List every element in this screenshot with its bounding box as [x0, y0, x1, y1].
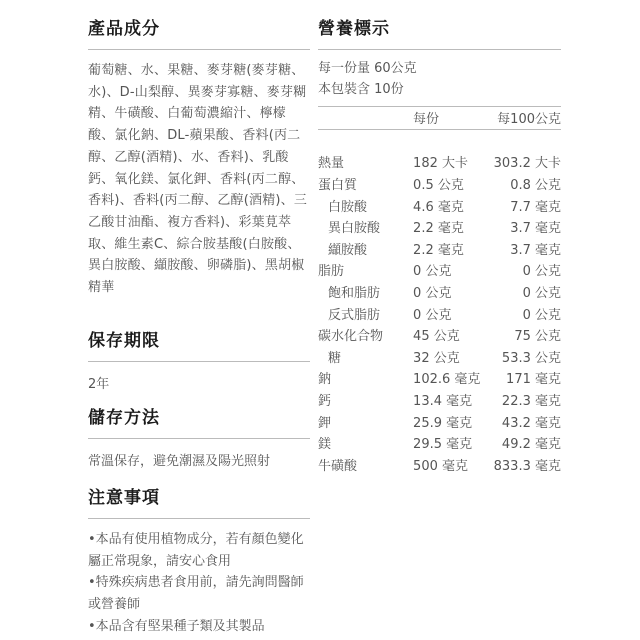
- table-row: [318, 367, 561, 389]
- nutrient-per-100g: 49.2 毫克: [501, 437, 561, 453]
- nutrient-name: 飽和脂肪: [328, 286, 381, 302]
- nutrient-name: 白胺酸: [328, 199, 368, 215]
- ingredients-text: 葡萄糖、水、果糖、麥芽糖(麥芽糖、水)、D-山梨醇、異麥芽寡糖、麥芽糊精、牛磺酸、白葡萄濃縮汁、檸檬酸、氯化鈉、DL-蘋果酸、香料(丙二醇、乙醇(酒精)、水、香料)、乳酸鈣、氧化鎂、氯化鉀、香料(丙二醇、香料)、香料(丙二醇、乙醇(酒精)、三乙酸甘油酯、複方香料)、彩葉莧萃取、維生素C、綜合胺基酸(白胺酸、異白胺酸、纈胺酸、卵磷脂)、黑胡椒精華: [88, 63, 308, 296]
- nutrient-per-100g: 0 公克: [522, 286, 561, 302]
- nutrient-per-100g: 22.3 毫克: [501, 394, 561, 410]
- storage-text: 常溫保存，避免潮濕及陽光照射: [88, 454, 271, 469]
- nutrient-per-100g: 0 公克: [522, 264, 561, 280]
- nutrient-per-serving: 13.4 毫克: [413, 394, 473, 410]
- storage-heading: 儲存方法: [88, 403, 310, 439]
- note-item: •本品有使用植物成分，若有顏色變化屬正常現象，請安心食用: [88, 532, 304, 569]
- nutrient-name: 鎂: [318, 437, 332, 453]
- nutrient-name: 鉀: [318, 415, 332, 431]
- table-row: [318, 281, 561, 303]
- nutrient-per-serving: 0 公克: [413, 307, 452, 323]
- nutrient-per-serving: 0 公克: [413, 286, 452, 302]
- nutrient-name: 蛋白質: [318, 178, 358, 194]
- notes-heading: 注意事項: [88, 483, 310, 519]
- per-100g-header: 每100公克: [489, 107, 561, 129]
- table-row: [318, 238, 561, 260]
- nutrient-per-100g: 833.3 毫克: [493, 458, 561, 474]
- nutrition-header-row: [318, 107, 561, 129]
- nutrient-per-100g: 43.2 毫克: [501, 415, 561, 431]
- table-row: [318, 454, 561, 476]
- nutrient-per-100g: 3.7 毫克: [510, 242, 561, 258]
- nutrient-name: 脂肪: [318, 264, 345, 280]
- table-row: [318, 194, 561, 216]
- nutrient-name: 糖: [328, 350, 342, 366]
- table-row: [318, 389, 561, 411]
- nutrient-per-serving: 0 公克: [413, 264, 452, 280]
- serving-info: [318, 50, 561, 107]
- per-serving-header: 每份: [413, 107, 489, 129]
- nutrient-per-100g: 171 毫克: [506, 372, 561, 388]
- table-row: [318, 302, 561, 324]
- table-row: [318, 259, 561, 281]
- nutrition-heading: 營養標示: [318, 14, 561, 50]
- note-item: •本品含有堅果種子類及其製品: [88, 618, 265, 634]
- nutrient-per-100g: 0.8 公克: [510, 178, 561, 194]
- nutrient-per-100g: 303.2 大卡: [493, 156, 561, 172]
- nutrient-name: 纈胺酸: [328, 242, 368, 258]
- nutrient-per-serving: 2.2 毫克: [413, 221, 464, 237]
- nutrient-per-100g: 7.7 毫克: [510, 199, 561, 215]
- nutrition-table: [318, 107, 561, 475]
- storage-section: [88, 403, 310, 473]
- table-row: [318, 324, 561, 346]
- ingredients-section: [88, 14, 310, 299]
- nutrient-per-serving: 500 毫克: [413, 458, 468, 474]
- table-row: [318, 432, 561, 454]
- shelf-life-heading: 保存期限: [88, 326, 310, 362]
- nutrient-name: 鈣: [318, 394, 332, 410]
- servings-per-pack: 本包裝含 10份: [318, 82, 404, 97]
- nutrient-per-serving: 45 公克: [413, 329, 460, 345]
- nutrient-name: 碳水化合物: [318, 329, 384, 345]
- table-row: [318, 151, 561, 173]
- nutrient-per-serving: 2.2 毫克: [413, 242, 464, 258]
- nutrient-per-100g: 75 公克: [514, 329, 561, 345]
- nutrient-per-100g: 0 公克: [522, 307, 561, 323]
- nutrition-section: [318, 14, 561, 475]
- note-item: •特殊疾病患者食用前，請先詢問醫師或營養師: [88, 575, 304, 613]
- nutrient-per-serving: 32 公克: [413, 350, 460, 366]
- nutrient-per-serving: 0.5 公克: [413, 178, 464, 194]
- nutrient-name: 熱量: [318, 156, 345, 172]
- notes-section: [88, 483, 310, 638]
- nutrient-per-serving: 4.6 毫克: [413, 199, 464, 215]
- serving-size: 每一份量 60公克: [318, 61, 417, 76]
- table-row: [318, 173, 561, 195]
- nutrient-name: 反式脂肪: [328, 307, 381, 323]
- shelf-life-value: 2年: [88, 377, 110, 392]
- nutrient-per-serving: 102.6 毫克: [413, 372, 481, 388]
- table-row: [318, 216, 561, 238]
- nutrient-per-serving: 182 大卡: [413, 156, 468, 172]
- nutrient-per-100g: 53.3 公克: [501, 350, 561, 366]
- nutrient-per-100g: 3.7 毫克: [510, 221, 561, 237]
- nutrient-per-serving: 29.5 毫克: [413, 437, 473, 453]
- nutrient-name: 異白胺酸: [328, 221, 381, 237]
- nutrient-name: 鈉: [318, 372, 332, 388]
- ingredients-heading: 產品成分: [88, 14, 310, 50]
- nutrient-per-serving: 25.9 毫克: [413, 415, 473, 431]
- shelf-life-section: [88, 326, 310, 396]
- table-row: [318, 410, 561, 432]
- table-row: [318, 346, 561, 368]
- nutrient-name: 牛磺酸: [318, 458, 358, 474]
